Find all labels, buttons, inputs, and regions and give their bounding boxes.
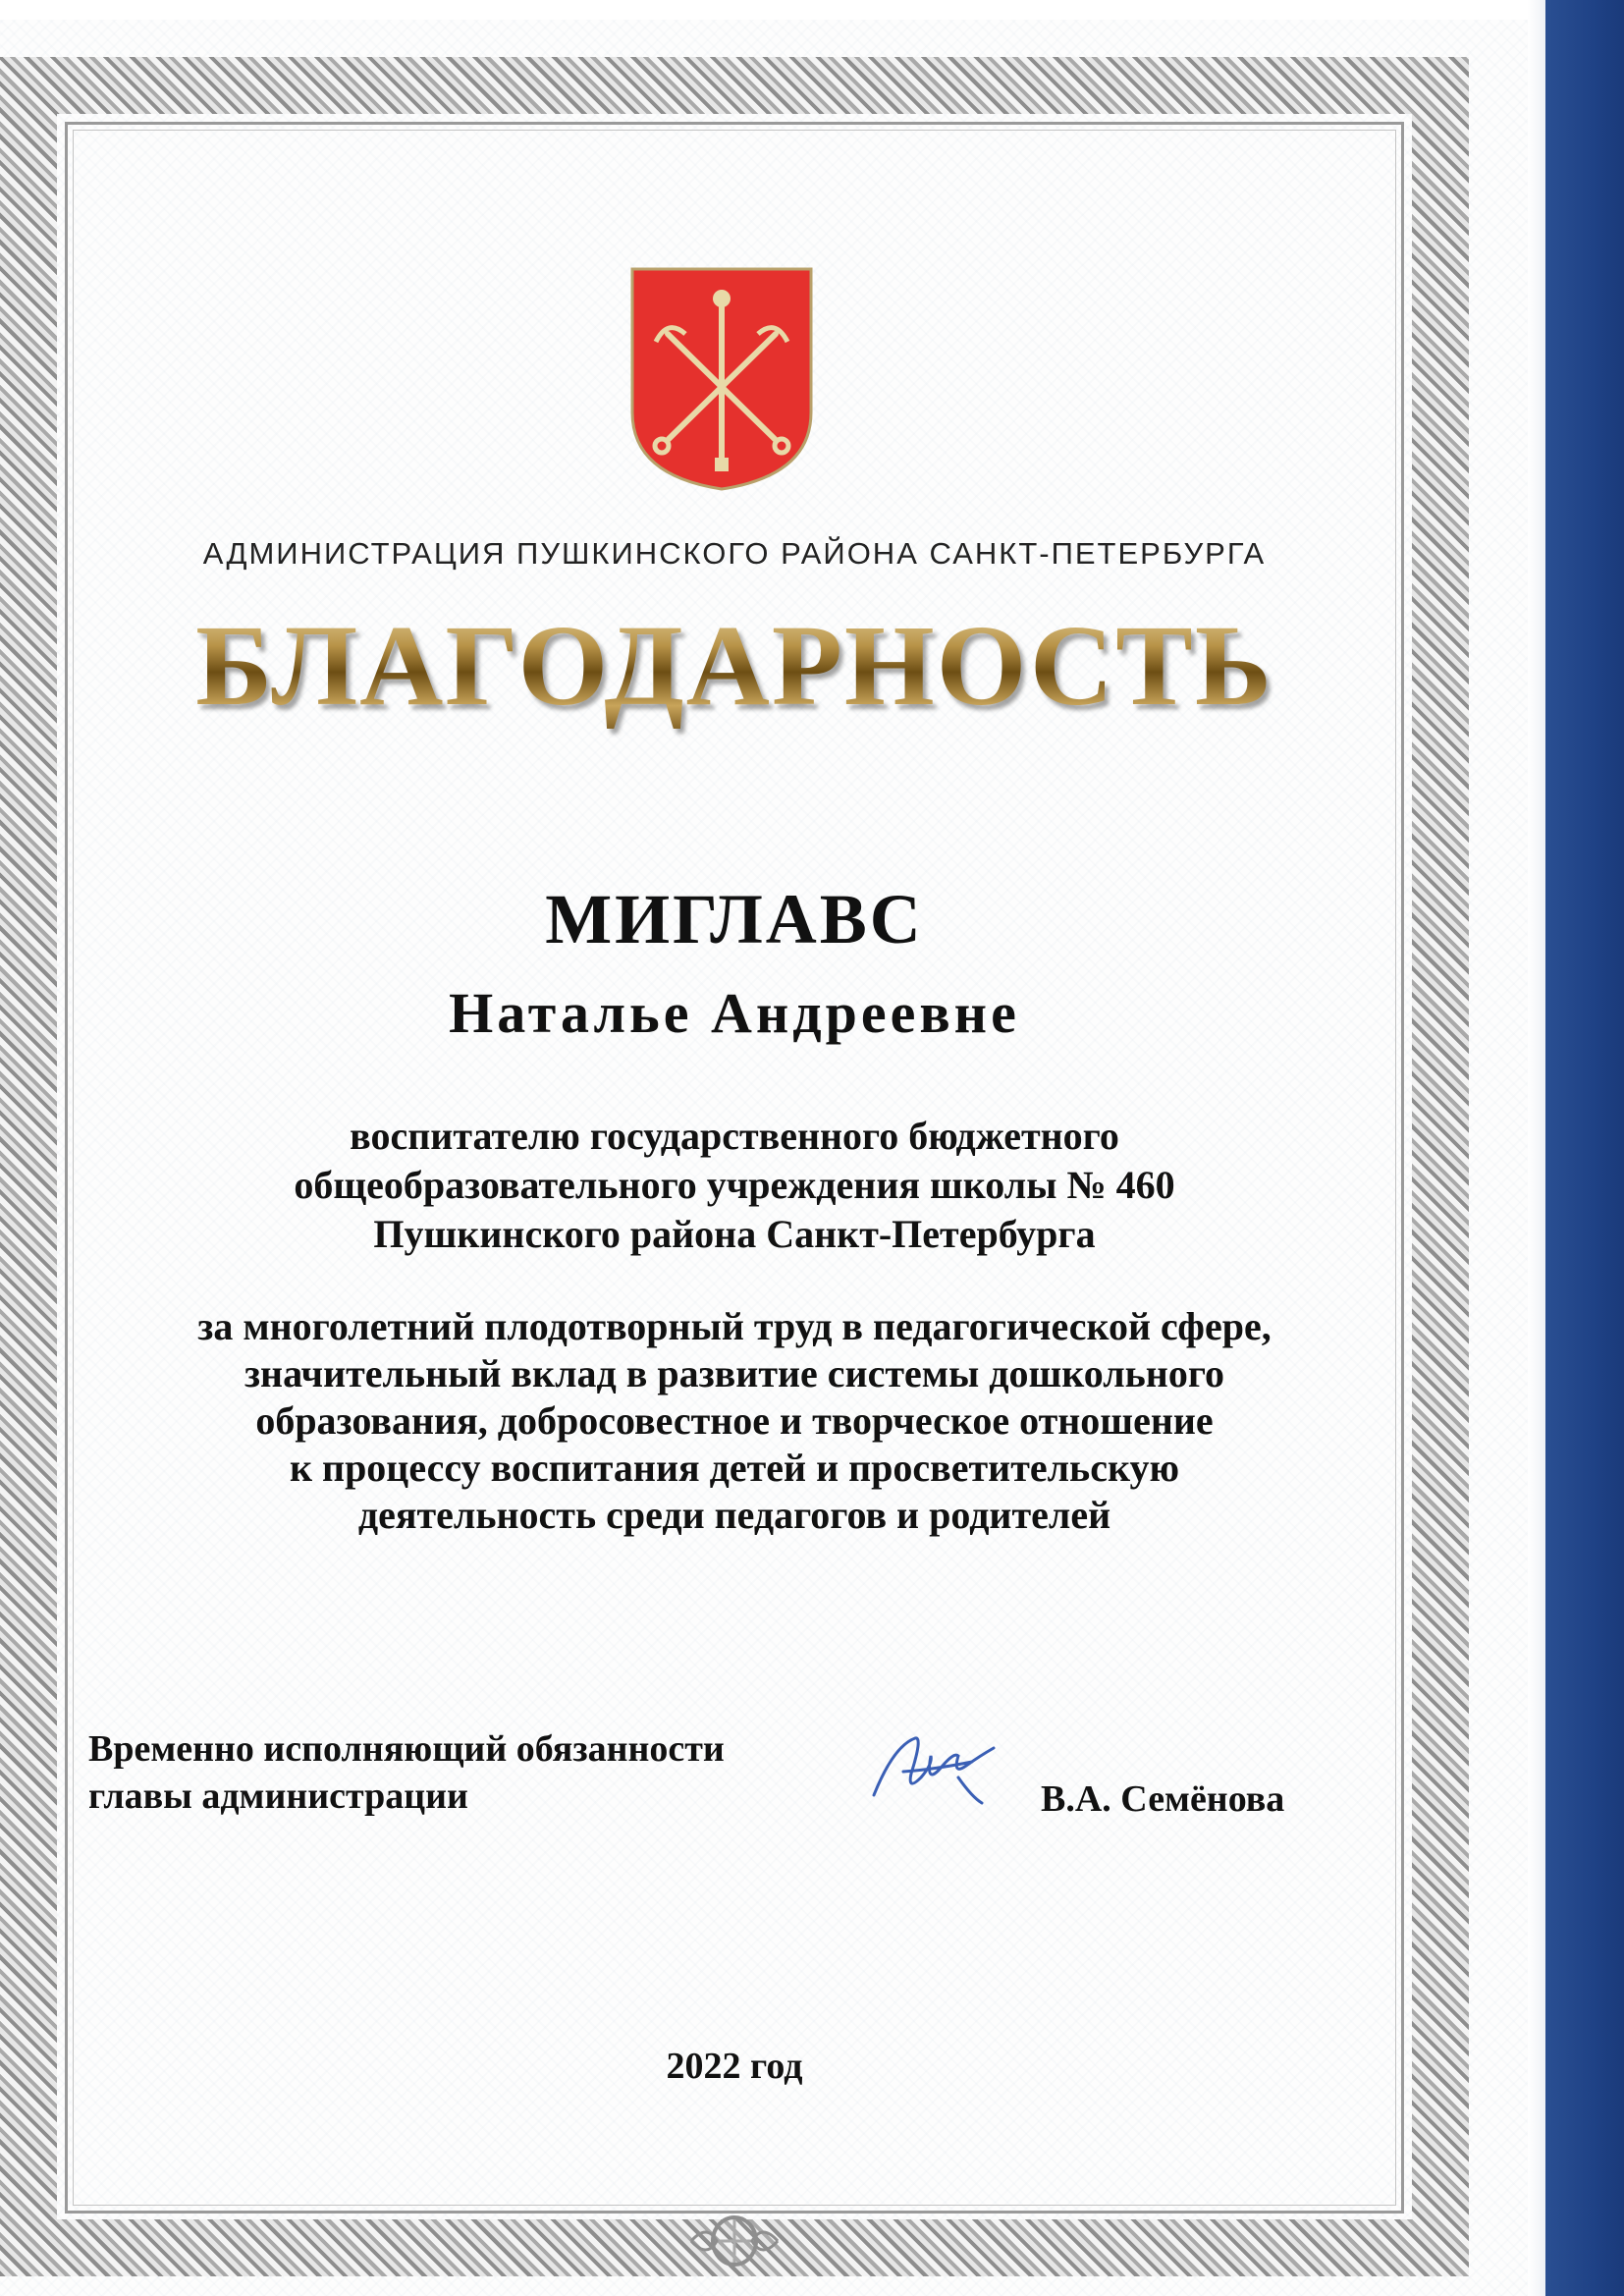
frame-ornament-icon — [687, 2210, 782, 2269]
position-line: воспитателю государственного бюджетного — [350, 1114, 1119, 1158]
reason-line: за многолетний плодотворный труд в педагогической сфере, — [197, 1304, 1272, 1348]
signer-title — [88, 1725, 725, 1820]
reason-line: деятельность среди педагогов и родителей — [357, 1493, 1111, 1537]
recipient-given-names: Наталье Андреевне — [449, 981, 1020, 1045]
page-edge — [1528, 0, 1545, 2296]
position-line: общеобразовательного учреждения школы № 460 — [294, 1163, 1175, 1207]
reason-line: образования, добросовестное и творческое отношение — [255, 1398, 1214, 1443]
reason-line: значительный вклад в развитие системы дошкольного — [244, 1351, 1225, 1395]
recipient-position — [0, 1112, 1469, 1259]
coat-of-arms-icon — [628, 265, 815, 493]
award-reason — [0, 1303, 1469, 1539]
reason-line: к процессу воспитания детей и просветительскую — [289, 1446, 1180, 1490]
certificate-year: 2022 год — [666, 2046, 803, 2087]
signature-icon — [864, 1726, 1011, 1815]
signer-name: В.А. Семёнова — [1041, 1778, 1285, 1820]
administration-heading: АДМИНИСТРАЦИЯ ПУШКИНСКОГО РАЙОНА САНКТ-ПЕТЕРБУРГА — [202, 536, 1267, 571]
signer-title-line: главы администрации — [88, 1776, 468, 1817]
binder-edge — [1545, 0, 1624, 2296]
signer-title-line: Временно исполняющий обязанности — [88, 1728, 725, 1770]
recipient-surname: МИГЛАВС — [545, 880, 924, 958]
position-line: Пушкинского района Санкт-Петербурга — [373, 1212, 1096, 1256]
certificate-title: БЛАГОДАРНОСТЬ — [0, 599, 1469, 733]
